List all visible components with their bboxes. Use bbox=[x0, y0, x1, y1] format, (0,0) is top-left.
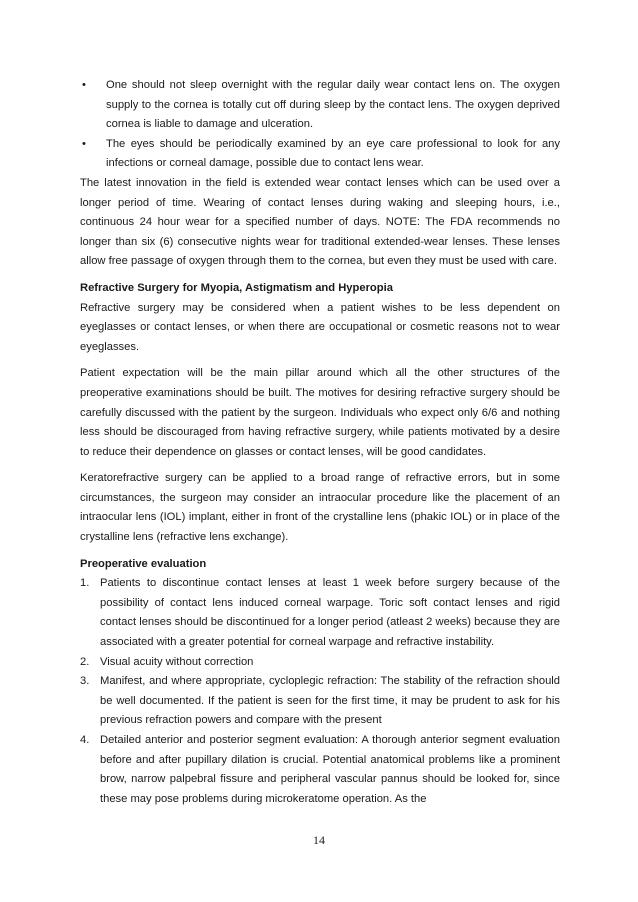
bullet-list bbox=[80, 76, 560, 174]
list-item bbox=[80, 731, 560, 809]
list-item-text: Patients to discontinue contact lenses at least 1 week before surgery because of the possibility of contact lens induced corneal warpage. Toric soft contact lenses and rigid contact lenses should be discontinued for a longer period (atleast 2 weeks) because they are associated with a greater potential for corneal warpage and refractive instability. bbox=[100, 577, 560, 649]
paragraph-refractive-3: Keratorefractive surgery can be applied to a broad range of refractive errors, but in some circumstances, the surgeon may consider an intraocular procedure like the placement of an intraocular lens (IOL) implant, either in front of the crystalline lens (phakic IOL) or in place of the crystalline lens (refractive lens exchange). bbox=[80, 472, 560, 544]
paragraph-refractive-2: Patient expectation will be the main pillar around which all the other structures of the preoperative examinations should be built. The motives for desiring refractive surgery should be carefully discussed with the patient by the surgeon. Individuals who expect only 6/6 and nothing less should be discouraged from having refractive surgery, while patients motivated by a desire to reduce their dependence on glasses or contact lenses, will be good candidates. bbox=[80, 367, 560, 458]
bullet-marker: • bbox=[82, 79, 86, 91]
list-item bbox=[80, 672, 560, 731]
section-heading-preoperative-evaluation: Preoperative evaluation bbox=[80, 557, 207, 570]
list-item-text: Manifest, and where appropriate, cycloplegic refraction: The stability of the refraction should be well documented. If the patient is seen for the first time, it may be prudent to ask for his previous refraction powers and compare with the present bbox=[100, 675, 560, 727]
bullet-item bbox=[80, 76, 560, 135]
numbered-list bbox=[80, 574, 560, 809]
paragraph-refractive-1: Refractive surgery may be considered when a patient wishes to be less dependent on eyeglasses or contact lenses, or when there are occupational or cosmetic reasons not to wear eyeglasses. bbox=[80, 301, 560, 353]
section-heading-refractive-surgery: Refractive Surgery for Myopia, Astigmatism and Hyperopia bbox=[80, 281, 393, 294]
list-number: 4. bbox=[80, 734, 90, 746]
list-item bbox=[80, 653, 560, 673]
list-number: 3. bbox=[80, 675, 90, 688]
list-number: 1. bbox=[80, 577, 90, 590]
page-number: 14 bbox=[313, 833, 325, 847]
page-content bbox=[80, 76, 560, 809]
bullet-text: One should not sleep overnight with the regular daily wear contact lens on. The oxygen supply to the cornea is totally cut off during sleep by the contact lens. The oxygen deprived cornea is liable to damage and ulceration. bbox=[106, 79, 560, 131]
bullet-text: The eyes should be periodically examined by an eye care professional to look for any infections or corneal damage, possible due to contact lens wear. bbox=[106, 137, 560, 170]
list-item-text: Detailed anterior and posterior segment evaluation: A thorough anterior segment evaluation before and after pupillary dilation is crucial. Potential anatomical problems like a prominent brow, narrow palpebral fissure and peripheral vascular pannus should be looked for, since these may pose problems during microkeratome operation. As the bbox=[100, 734, 560, 805]
list-item bbox=[80, 574, 560, 652]
bullet-marker: • bbox=[82, 137, 86, 150]
paragraph-extended-wear: The latest innovation in the field is extended wear contact lenses which can be used over a longer period of time. Wearing of contact lenses during waking and sleeping hours, i.e., continuous 24 hour wear for a specified number of days. NOTE: The FDA recommends no longer than six (6) consecutive nights wear for traditional extended-wear lenses. These lenses allow free passage of oxygen through them to the cornea, but even they must be used with care. bbox=[80, 176, 560, 268]
bullet-item bbox=[80, 135, 560, 174]
list-item-text: Visual acuity without correction bbox=[100, 655, 254, 668]
list-number: 2. bbox=[80, 655, 90, 668]
